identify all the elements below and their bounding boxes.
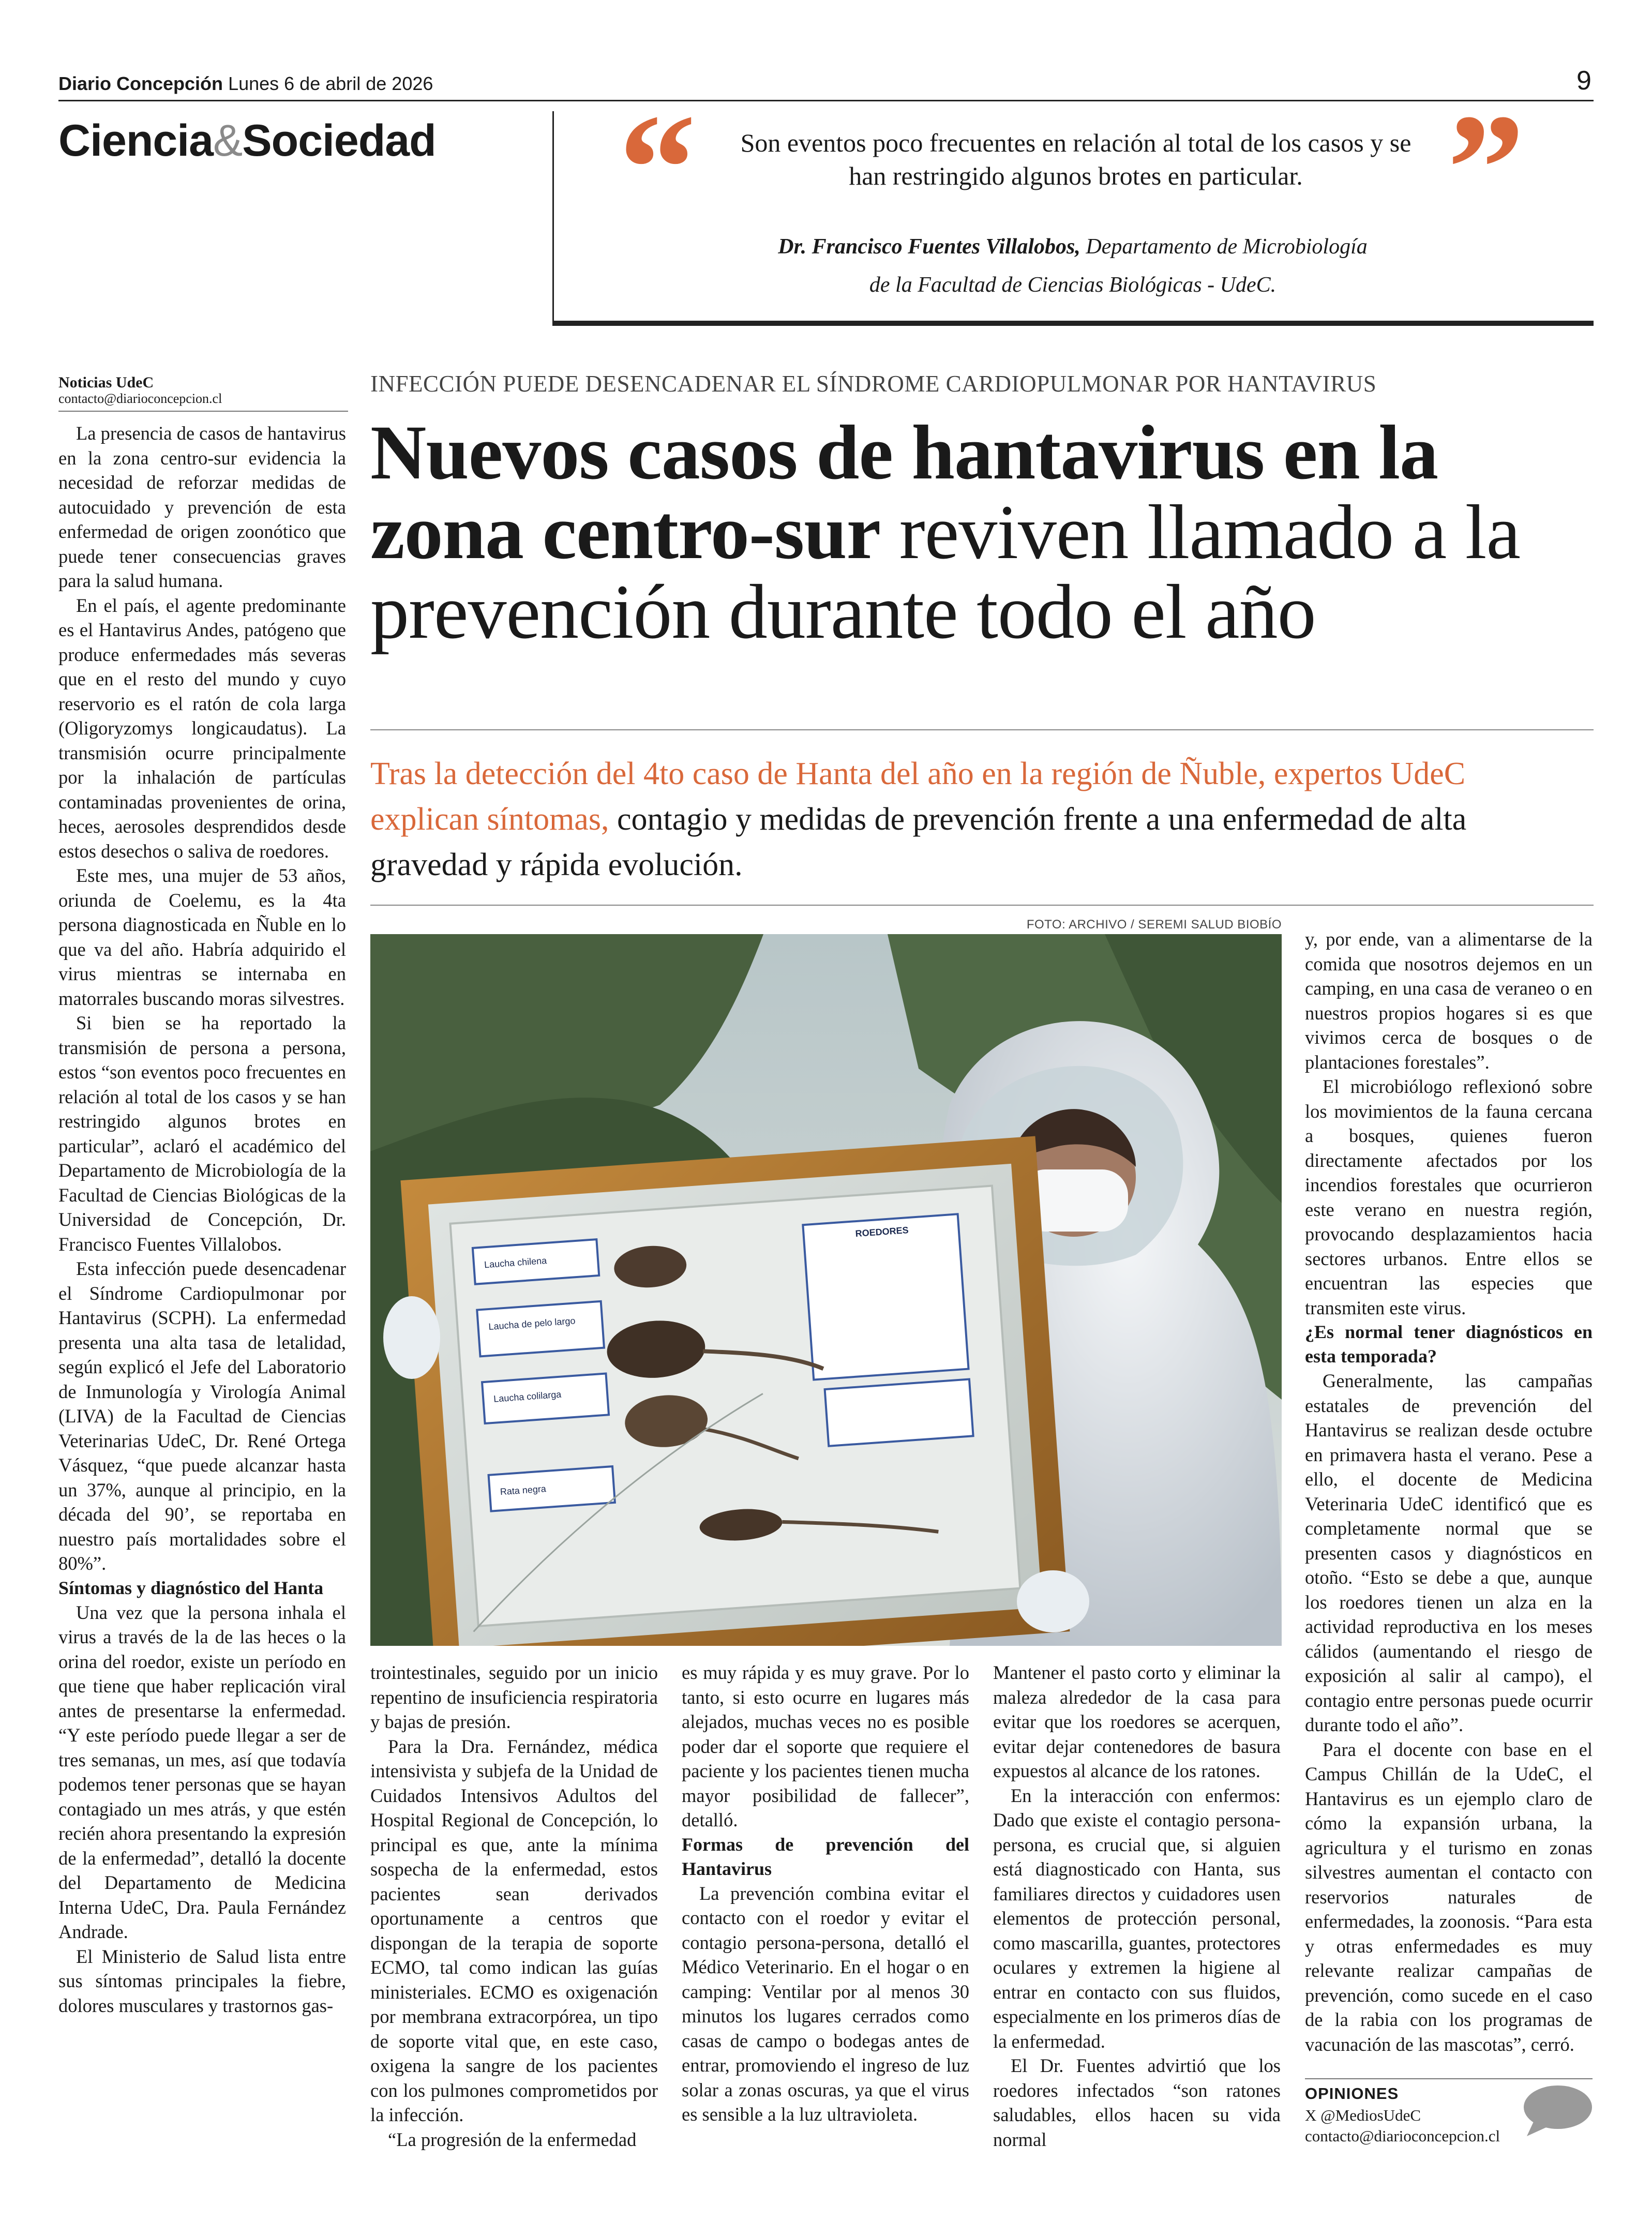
headline-rest: reviven llamado a la prevención durante todo el año	[370, 489, 1521, 655]
section-title	[58, 115, 436, 167]
masthead-line	[58, 72, 433, 95]
col1-paragraph-1: La presencia de casos de hantavirus en la zona centro-sur evidencia la necesidad de reforzar medidas de autocuidado y prevención de esta enfermedad de origen zoonótico que puede tener consecuencias graves para la salud humana.	[58, 423, 346, 591]
quote-attribution	[613, 228, 1532, 304]
section-title-b: Sociedad	[242, 116, 436, 166]
photo-label-2: Laucha de pelo largo	[488, 1315, 576, 1332]
photo-hand-right	[1017, 1570, 1089, 1632]
col1-paragraph-6: Una vez que la persona inhala el virus a través de la de las heces o la orina del roedor, existe un período en que tiene que haber replicación viral antes de presentarse la enfermedad. “Y este período puede llegar a ser de tres semanas, un mes, así que todavía podemos tener personas que se hayan contagiado un mes atrás, y que estén recién ahora presentando la expresión de la enfermedad”, detalló la docente del Departamento de Medicina Interna UdeC, Dra. Paula Fernández Andrade.	[58, 1601, 346, 1942]
opinions-rule	[1305, 2078, 1593, 2079]
byline-email: contacto@diarioconcepcion.cl	[58, 391, 222, 406]
photo-label-4: Rata negra	[500, 1483, 547, 1497]
col3-paragraph-2: La prevención combina evitar el contacto con el roedor y evitar el contagio persona-persona, detalló el Médico Veterinario. En el hogar o en camping: Ventilar por al menos 30 minutos los lugares cerrados como casas de campo o bodegas antes de entrar, promoviendo el ingreso de luz solar a zonas oscuras, ya que el virus es sensible a la luz ultravioleta.	[682, 1882, 969, 2125]
close-quote-icon: ”	[1447, 82, 1525, 254]
page-number: 9	[1576, 66, 1591, 96]
header-divider	[552, 111, 554, 322]
col1-paragraph-5: Esta infección puede desencadenar el Síndrome Cardiopulmonar por Hantavirus (SCPH). La enfermedad presenta una alta tasa de letalidad, según explicó el Jefe del Laboratorio de Inmunología y Virología Animal (LIVA) de la Facultad de Ciencias Veterinarias UdeC, Dr. René Ortega Vásquez, “que puede alcanzar hasta un 37%, aunque al principio, en la década del 90’, se reportaba en nuestro país mortalidades sobre el 80%”.	[58, 1258, 346, 1574]
quote-affiliation-1: Departamento de Microbiología	[1086, 235, 1368, 259]
open-quote-icon: “	[619, 82, 696, 254]
paper-name: Diario Concepción	[58, 73, 223, 94]
deck-highlight: Tras la detección del 4to caso de Hanta del año en la región de Ñuble, expertos UdeC explican síntomas,	[370, 756, 1466, 837]
kicker: INFECCIÓN PUEDE DESENCADENAR EL SÍNDROME CARDIOPULMONAR POR HANTAVIRUS	[370, 371, 1377, 397]
col1-paragraph-7: El Ministerio de Salud lista entre sus síntomas principales la fiebre, dolores musculares y trastornos gas-	[58, 1945, 346, 2016]
col5-paragraph-2: El microbiólogo reflexionó sobre los movimientos de la fauna cercana a bosques, quienes fueron directamente afectados por los incendios forestales que ocurrieron este verano en nuestra región, provocando desplazamientos hacia sectores urbanos. Entre ellos se encuentran las especies que transmiten este virus.	[1305, 1076, 1593, 1318]
col5-paragraph-4: Para el docente con base en el Campus Chillán de la UdeC, el Hantavirus es un ejemplo claro de cómo la expansión urbana, la agricultura y el turismo en zonas silvestres aumentan el contacto con reservorios naturales de enfermedades, la zoonosis. “Para esta y otras enfermedades es muy relevante realizar campañas de prevención, como sucede en el caso de la rabia con los programas de vacunación de las mascotas”, cerró.	[1305, 1738, 1593, 2055]
byline-rule	[58, 411, 348, 412]
quote-author: Dr. Francisco Fuentes Villalobos,	[778, 235, 1080, 259]
byline: Noticias UdeC	[58, 374, 154, 391]
col4-paragraph-1: Mantener el pasto corto y eliminar la maleza alrededor de la casa para evitar que los roedores se acerquen, evitar dejar contenedores de basura expuestos al alcance de los ratones.	[993, 1662, 1281, 1781]
quote-affiliation-2: de la Facultad de Ciencias Biológicas - UdeC.	[869, 273, 1276, 297]
photo-label-3: Laucha colilarga	[493, 1389, 562, 1404]
photo-illustration	[370, 934, 1282, 1646]
col3-subhead: Formas de prevención del Hantavirus	[682, 1834, 969, 1879]
article-photo	[370, 934, 1282, 1646]
speech-bubble-icon	[1521, 2084, 1593, 2138]
col1-paragraph-4: Si bien se ha reportado la transmisión de persona a persona, estos “son eventos poco frecuentes en relación al total de los casos y se han restringido algunos brotes en particular”, aclaró el académico del Departamento de Microbiología de la Facultad de Ciencias Biológicas de la Universidad de Concepción, Dr. Francisco Fuentes Villalobos.	[58, 1012, 346, 1255]
photo-hand-left	[383, 1296, 440, 1379]
col2-paragraph-2: Para la Dra. Fernández, médica intensivista y subjefa de la Unidad de Cuidados Intensivos Adultos del Hospital Regional de Concepción, lo principal es que, ante la mínima sospecha de la enfermedad, estos pacientes sean derivados oportunamente a centros que dispongan de la terapia de soporte ECMO, tal como indican las guías ministeriales. ECMO es oxigenación por membrana extracorpórea, un tipo de soporte vital que, en este caso, oxigena la sangre de los pacientes con los pulmones comprometidos por la infección.	[370, 1735, 658, 2125]
col1-subhead: Síntomas y diagnóstico del Hanta	[58, 1577, 324, 1598]
col5-paragraph-3: Generalmente, las campañas estatales de prevención del Hantavirus se realizan desde octubre en primavera hasta el verano. Pese a ello, el docente de Medicina Veterinaria UdeC identificó que es completamente normal que se presenten casos y diagnósticos en otoño. “Esto se debe a que, aunque los roedores tienen un alza en la actividad reproductiva en los meses cálidos (aumentando el riesgo de exposición al salir al campo), el contagio entre personas puede ocurrir durante todo el año”.	[1305, 1370, 1593, 1735]
col5-paragraph-1: y, por ende, van a alimentarse de la comida que nosotros dejemos en un camping, en una casa de veraneo o en nuestros propios hogares si es que vivimos cerca de bosques o de plantaciones forestales”.	[1305, 928, 1593, 1073]
headline-bold: Nuevos casos de hantavirus en la zona centro-sur	[370, 410, 1438, 575]
column-5	[1305, 927, 1593, 2057]
deck	[370, 751, 1570, 888]
col1-paragraph-3: Este mes, una mujer de 53 años, oriunda de Coelemu, es la 4ta persona diagnosticada en Ñuble en lo que va del año. Habría adquirido el virus mientras se internaba en matorrales buscando moras silvestres.	[58, 865, 346, 1009]
column-2	[370, 1660, 658, 2152]
photo-credit: FOTO: ARCHIVO / SEREMI SALUD BIOBÍO	[1026, 918, 1282, 932]
column-3	[682, 1660, 969, 2127]
photo-frame	[400, 1136, 1070, 1646]
col3-paragraph-1: es muy rápida y es muy grave. Por lo tanto, si esto ocurre en lugares más alejados, muchas veces no es posible poder dar el soporte que requiere el paciente y los pacientes tienen mucha mayor posibilidad de fallecer”, detalló.	[682, 1662, 969, 1830]
pull-quote: Son eventos poco frecuentes en relación al total de los casos y se han restringido algunos brotes en particular.	[740, 128, 1411, 190]
opinions-email: contacto@diarioconcepcion.cl	[1305, 2127, 1500, 2145]
col2-paragraph-1: trointestinales, seguido por un inicio repentino de insuficiencia respiratoria y bajas de presión.	[370, 1662, 658, 1732]
opinions-twitter: X @MediosUdeC	[1305, 2106, 1421, 2124]
photo-label-roedores: ROEDORES	[855, 1225, 909, 1239]
section-title-a: Ciencia	[58, 116, 213, 166]
section-title-amp: &	[213, 116, 243, 166]
col5-subhead: ¿Es normal tener diagnósticos en esta temporada?	[1305, 1322, 1593, 1367]
headline-rule	[370, 729, 1594, 730]
deck-rest: contagio y medidas de prevención frente a una enfermedad de alta gravedad y rápida evolución.	[370, 802, 1467, 882]
column-1	[58, 421, 346, 2018]
column-4	[993, 1660, 1281, 2152]
deck-rule	[370, 905, 1594, 906]
photo-label-1: Laucha chilena	[484, 1255, 547, 1270]
header-bottom-rule	[552, 321, 1594, 326]
opinions-title: OPINIONES	[1305, 2084, 1399, 2103]
col2-paragraph-3: “La progresión de la enfermedad	[388, 2128, 637, 2150]
col4-paragraph-2: En la interacción con enfermos: Dado que existe el contagio persona-persona, es crucial que, si alguien está diagnosticado con Hanta, sus familiares directos y cuidadores usen elementos de protección personal, como mascarilla, guantes, protectores oculares y extremen la higiene al entrar en contacto con sus fluidos, especialmente en los primeros días de la enfermedad.	[993, 1784, 1281, 2052]
col1-paragraph-2: En el país, el agente predominante es el Hantavirus Andes, patógeno que produce enfermedades más severas que en el resto del mundo y cuyo reservorio es el ratón de cola larga (Oligoryzomys longicaudatus). La transmisión ocurre principalmente por la inhalación de partículas contaminadas provenientes de orina, heces, aerosoles desprendidos desde estos desechos o saliva de roedores.	[58, 594, 346, 862]
issue-date: Lunes 6 de abril de 2026	[228, 73, 433, 94]
top-rule	[58, 100, 1594, 101]
col4-paragraph-3: El Dr. Fuentes advirtió que los roedores infectados “son ratones saludables, ellos hacen su vida normal	[993, 2055, 1281, 2150]
headline	[370, 410, 1596, 655]
